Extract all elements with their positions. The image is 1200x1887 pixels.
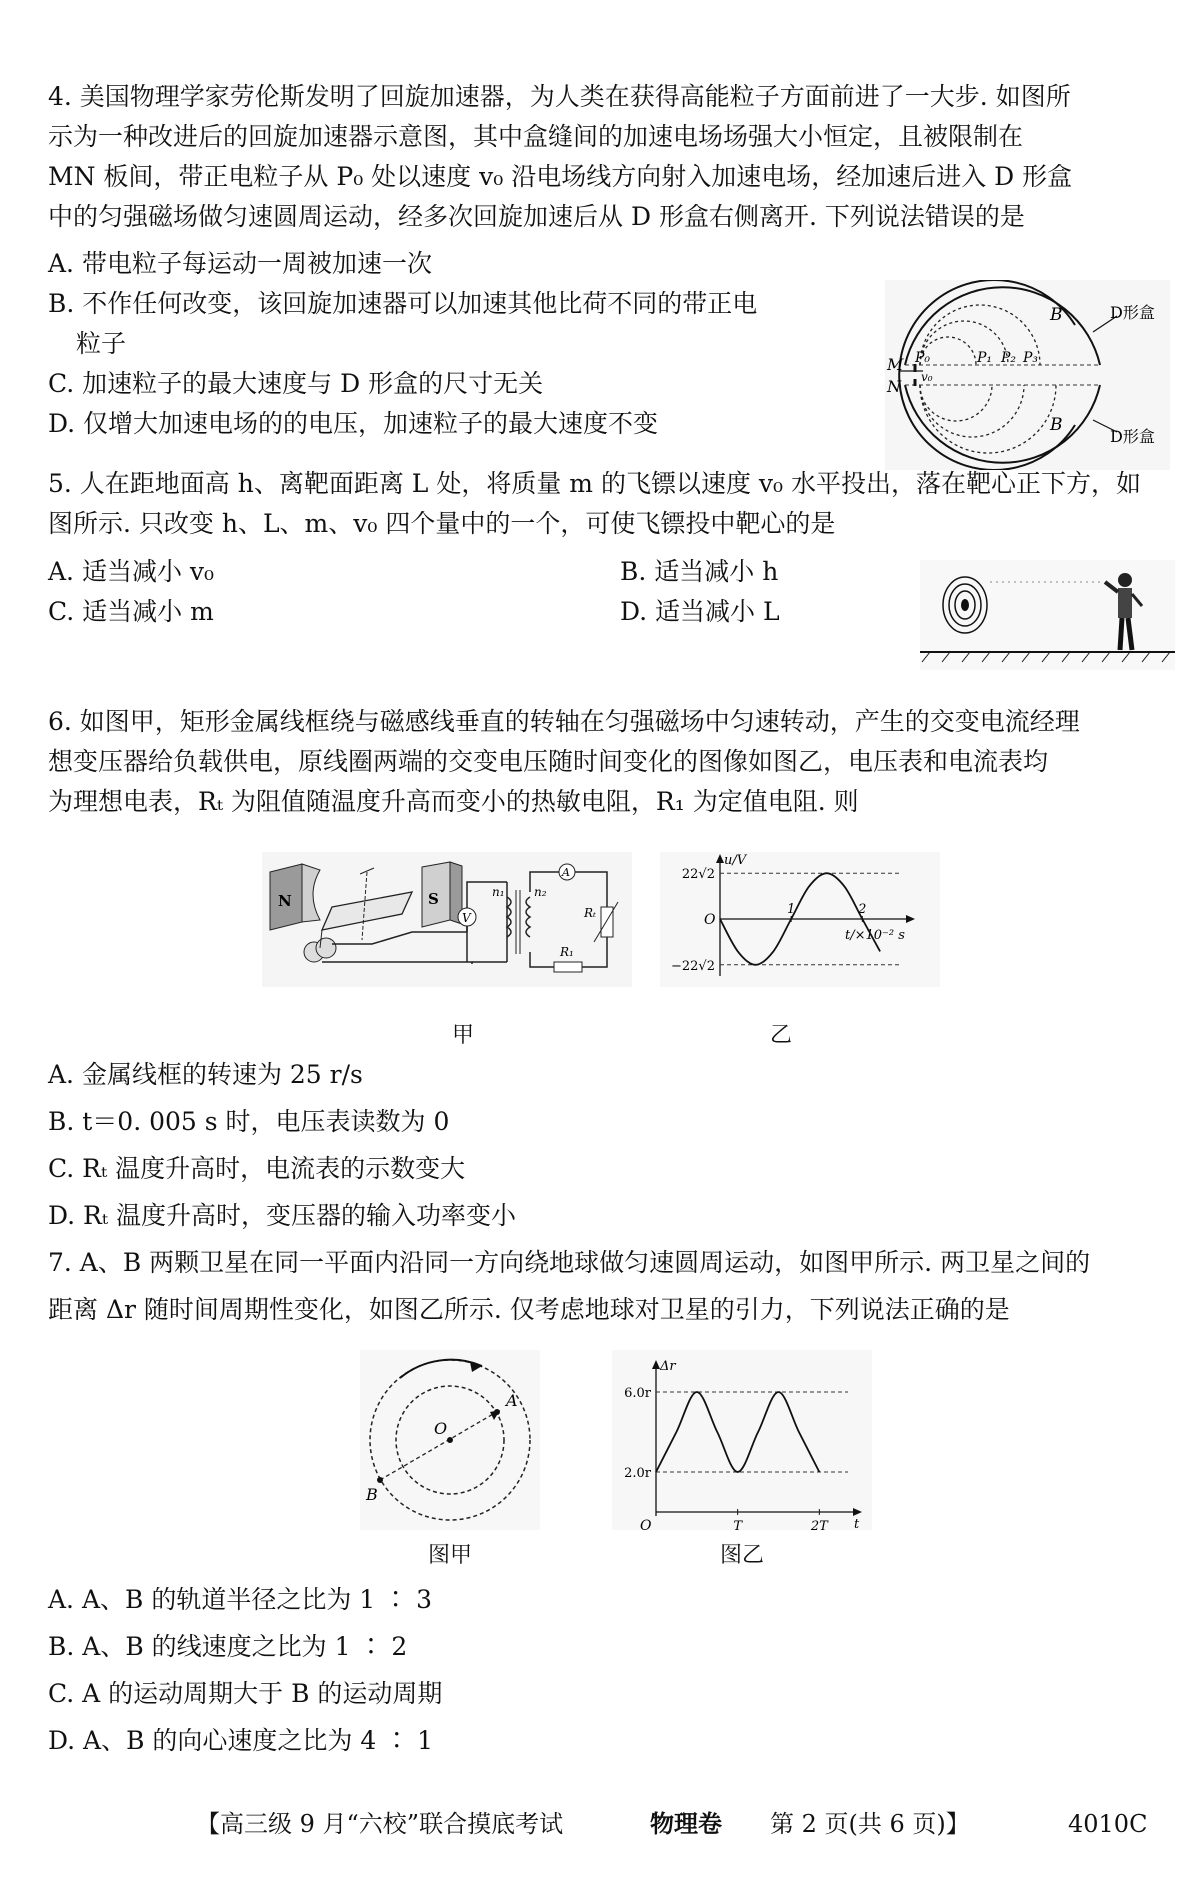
y-tick-label: 2.0r	[624, 1466, 651, 1481]
q5-stem-line2: 图所示. 只改变 h、L、m、v₀ 四个量中的一个，可使飞镖投中靶心的是	[48, 509, 836, 538]
q5-option-b: B. 适当减小 h	[620, 557, 779, 586]
label-n2: n₂	[534, 885, 547, 899]
label-o: O	[434, 1419, 448, 1438]
label-d-box-bottom: D形盒	[1110, 427, 1155, 446]
voltmeter-icon: V	[462, 911, 471, 925]
q4-stem-line4: 中的匀强磁场做匀速圆周运动，经多次回旋加速后从 D 形盒右侧离开. 下列说法错误的是	[48, 202, 1025, 231]
q6-option-d: D. Rₜ 温度升高时，变压器的输入功率变小	[48, 1201, 516, 1230]
x-tick-label: 1	[787, 902, 796, 917]
q4-option-c: C. 加速粒子的最大速度与 D 形盒的尺寸无关	[48, 369, 544, 398]
q7-stem-line2: 距离 Δr 随时间周期性变化，如图乙所示. 仅考虑地球对卫星的引力，下列说法正确的是	[48, 1295, 1010, 1324]
q4-stem-line1: 4. 美国物理学家劳伦斯发明了回旋加速器，为人类在获得高能粒子方面前进了一大步. 如图所	[48, 82, 1071, 111]
q6-stem-line1: 6. 如图甲，矩形金属线框绕与磁感线垂直的转轴在匀强磁场中匀速转动，产生的交变电流经理	[48, 707, 1080, 736]
q7-option-d: D. A、B 的向心速度之比为 4 ∶ 1	[48, 1726, 434, 1755]
y-tick-label: −22√2	[671, 958, 715, 974]
q4-stem-line2: 示为一种改进后的回旋加速器示意图，其中盒缝间的加速电场场强大小恒定，且被限制在	[48, 122, 1024, 151]
q5-stem-line1: 5. 人在距地面高 h、离靶面距离 L 处，将质量 m 的飞镖以速度 v₀ 水平投出，落在靶心正下方，如	[48, 469, 1141, 498]
label-d-box-top: D形盒	[1110, 303, 1155, 322]
satellite-orbit-figure	[360, 1350, 540, 1530]
y-tick-label: 22√2	[681, 867, 715, 883]
label-satellite-a: A	[506, 1391, 518, 1410]
y-tick-label: 6.0r	[624, 1386, 651, 1401]
y-axis-label: u/V	[724, 853, 747, 868]
label-p3: P₃	[1023, 350, 1039, 366]
q5-option-c: C. 适当减小 m	[48, 597, 214, 626]
q4-option-d: D. 仅增大加速电场的的电压，加速粒子的最大速度不变	[48, 409, 659, 438]
footer-subject: 物理卷	[650, 1809, 722, 1838]
q4-option-b: B. 不作任何改变，该回旋加速器可以加速其他比荷不同的带正电	[48, 289, 758, 318]
q5-option-d: D. 适当减小 L	[620, 597, 780, 626]
x-axis-label: t	[854, 1517, 860, 1530]
label-m: M	[887, 355, 904, 374]
label-p0: P₀	[915, 350, 931, 366]
footer-page-number: 第 2 页(共 6 页)】	[770, 1810, 970, 1838]
label-n: N	[887, 377, 901, 396]
label-b-top: B	[1050, 305, 1063, 325]
origin-label: O	[704, 912, 716, 928]
q7-option-b: B. A、B 的线速度之比为 1 ∶ 2	[48, 1632, 408, 1661]
q6-option-c: C. Rₜ 温度升高时，电流表的示数变大	[48, 1154, 466, 1183]
x-tick-label: 2T	[810, 1519, 828, 1530]
label-p1: P₁	[977, 350, 993, 366]
origin-label: O	[640, 1518, 652, 1530]
q6-stem-line3: 为理想电表，Rₜ 为阻值随温度升高而变小的热敏电阻，R₁ 为定值电阻. 则	[48, 787, 859, 816]
q7-stem-line1: 7. A、B 两颗卫星在同一平面内沿同一方向绕地球做匀速圆周运动，如图甲所示. 两卫星之间的	[48, 1248, 1091, 1277]
q7-option-a: A. A、B 的轨道半径之比为 1 ∶ 3	[48, 1585, 432, 1614]
x-tick-label: 2	[858, 902, 867, 917]
label-magnet-s: S	[428, 890, 439, 908]
label-n1: n₁	[492, 885, 505, 899]
dart-target-figure	[920, 560, 1175, 670]
figure-caption-distance: 图乙	[720, 1543, 765, 1568]
label-v0: v₀	[921, 370, 933, 384]
label-p2: P₂	[1001, 350, 1017, 366]
q4-option-a: A. 带电粒子每运动一周被加速一次	[48, 249, 432, 278]
q7-option-c: C. A 的运动周期大于 B 的运动周期	[48, 1679, 443, 1708]
label-satellite-b: B	[366, 1485, 378, 1504]
figure-caption-orbit: 图甲	[428, 1543, 473, 1568]
label-b-bottom: B	[1050, 415, 1063, 435]
x-axis-label: t/×10⁻² s	[845, 928, 905, 943]
figure-caption-yi: 乙	[770, 1023, 793, 1048]
label-magnet-n: N	[278, 892, 292, 910]
generator-circuit-figure	[262, 852, 632, 987]
x-tick-label: T	[733, 1519, 743, 1530]
cyclotron-figure	[885, 280, 1170, 470]
q6-option-a: A. 金属线框的转速为 25 r/s	[48, 1060, 363, 1089]
q5-option-a: A. 适当减小 v₀	[48, 557, 215, 586]
y-axis-label: Δr	[660, 1359, 676, 1374]
label-r1: R₁	[560, 945, 574, 959]
q6-stem-line2: 想变压器给负载供电，原线圈两端的交变电压随时间变化的图像如图乙，电压表和电流表均	[48, 747, 1049, 776]
ammeter-icon: A	[562, 866, 570, 879]
footer-exam-title: 【高三级 9 月“六校”联合摸底考试	[196, 1810, 564, 1838]
q6-option-b: B. t＝0. 005 s 时，电压表读数为 0	[48, 1107, 450, 1136]
figure-caption-jia: 甲	[452, 1023, 475, 1048]
distance-time-chart	[612, 1350, 872, 1530]
footer-code: 4010C	[1068, 1810, 1148, 1838]
label-rt: Rₜ	[584, 906, 596, 920]
q4-option-b-cont: 粒子	[76, 329, 127, 358]
voltage-time-chart	[660, 852, 940, 987]
q4-stem-line3: MN 板间，带正电粒子从 P₀ 处以速度 v₀ 沿电场线方向射入加速电场，经加速后进入 D 形盒	[48, 162, 1073, 191]
